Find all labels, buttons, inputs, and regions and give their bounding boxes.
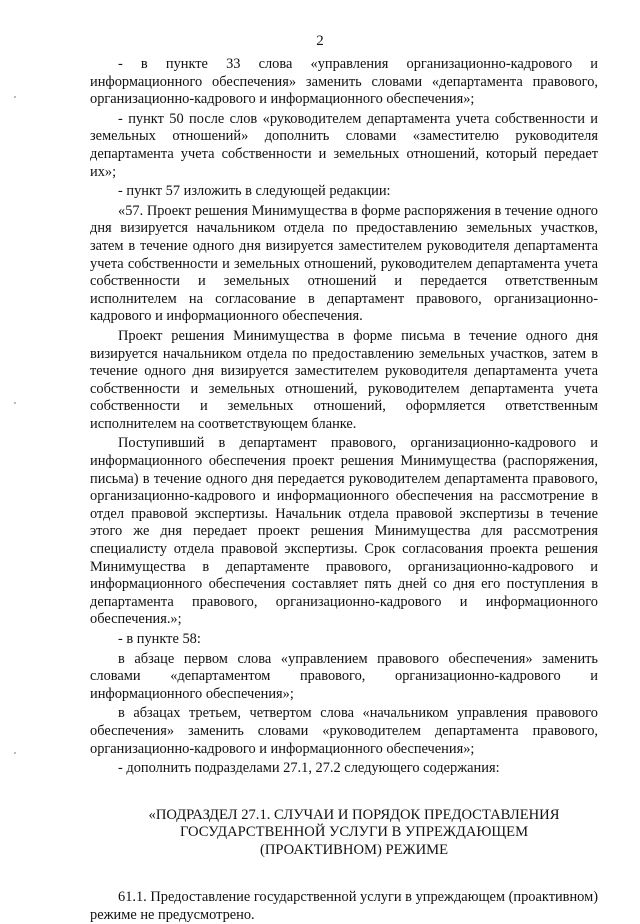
paragraph: - в пункте 58: — [118, 631, 201, 647]
paragraph: - дополнить подразделами 27.1, 27.2 следующего содержания: — [118, 760, 500, 777]
scan-mark — [14, 96, 16, 98]
section-heading-line: (ПРОАКТИВНОМ) РЕЖИМЕ — [259, 841, 449, 858]
paragraph: в абзаце первом слова «управлением правового обеспечения» заменить словами «департаментом правового, организационно-кадрового и информационного обеспечения»; — [90, 650, 598, 702]
scan-mark — [14, 402, 16, 404]
paragraph: 61.1. Предоставление государственной услуги в упреждающем (проактивном) режиме не предусмотрено. — [90, 888, 598, 923]
document-body — [90, 56, 598, 924]
page-number: 2 — [316, 33, 324, 49]
section-heading-line: ГОСУДАРСТВЕННОЙ УСЛУГИ В УПРЕЖДАЮЩЕМ — [179, 824, 529, 841]
paragraph: в абзацах третьем, четвертом слова «начальником управления правового обеспечения» заменить словами «руководителем департамента правового, организационно-кадрового и информационного обеспечения»; — [90, 705, 598, 757]
paragraph: Поступивший в департамент правового, организационно-кадрового и информационного обеспечения проект решения Минимущества (распоряжения, письма) в течение одного дня передается руководителем департамента правового, организационно-кадрового и информационного обеспечения на рассмотрение в отдел правовой экспертизы. Начальник отдела правовой экспертизы в течение этого же дня передает проект решения Минимущества для рассмотрения специалисту отдела правовой экспертизы. Срок согласования проекта решения Минимущества в департаменте правового, организационно-кадрового и информационного обеспечения составляет пять дней со дня его поступления в департамента правового, организационно-кадрового и информационного обеспечения.»; — [90, 435, 598, 628]
section-heading — [90, 807, 598, 859]
scan-mark — [14, 752, 16, 754]
paragraph: Проект решения Минимущества в форме письма в течение одного дня визируется начальником отдела по предоставлению земельных участков, затем в течение одного дня визируется заместителем руководителя департамента учета собственности и земельных отношений, руководителем департамента учета собственности и земельных отношений, оформляется ответственным исполнителем на соответствующем бланке. — [90, 327, 598, 432]
paragraph: - пункт 50 после слов «руководителем департамента учета собственности и земельных отношений» дополнить словами «заместителю руководителя департамента учета собственности и земельных отношений, который передает их»; — [90, 110, 598, 180]
paragraph: - пункт 57 изложить в следующей редакции: — [118, 183, 391, 200]
paragraph: - в пункте 33 слова «управления организационно-кадрового и информационного обеспечения» заменить словами «департамента правового, организационно-кадрового и информационного обеспечения»; — [90, 56, 598, 108]
section-heading-line: «ПОДРАЗДЕЛ 27.1. СЛУЧАИ И ПОРЯДОК ПРЕДОСТАВЛЕНИЯ — [148, 806, 560, 823]
paragraph: «57. Проект решения Минимущества в форме распоряжения в течение одного дня визируется начальником отдела по предоставлению земельных участков, затем в течение одного дня визируется заместителем руководителя департамента учета собственности и земельных отношений, руководителем департамента учета собственности и земельных отношений и передается ответственным исполнителем на согласование в департамент правового, организационно-кадрового и информационного обеспечения. — [90, 202, 598, 325]
